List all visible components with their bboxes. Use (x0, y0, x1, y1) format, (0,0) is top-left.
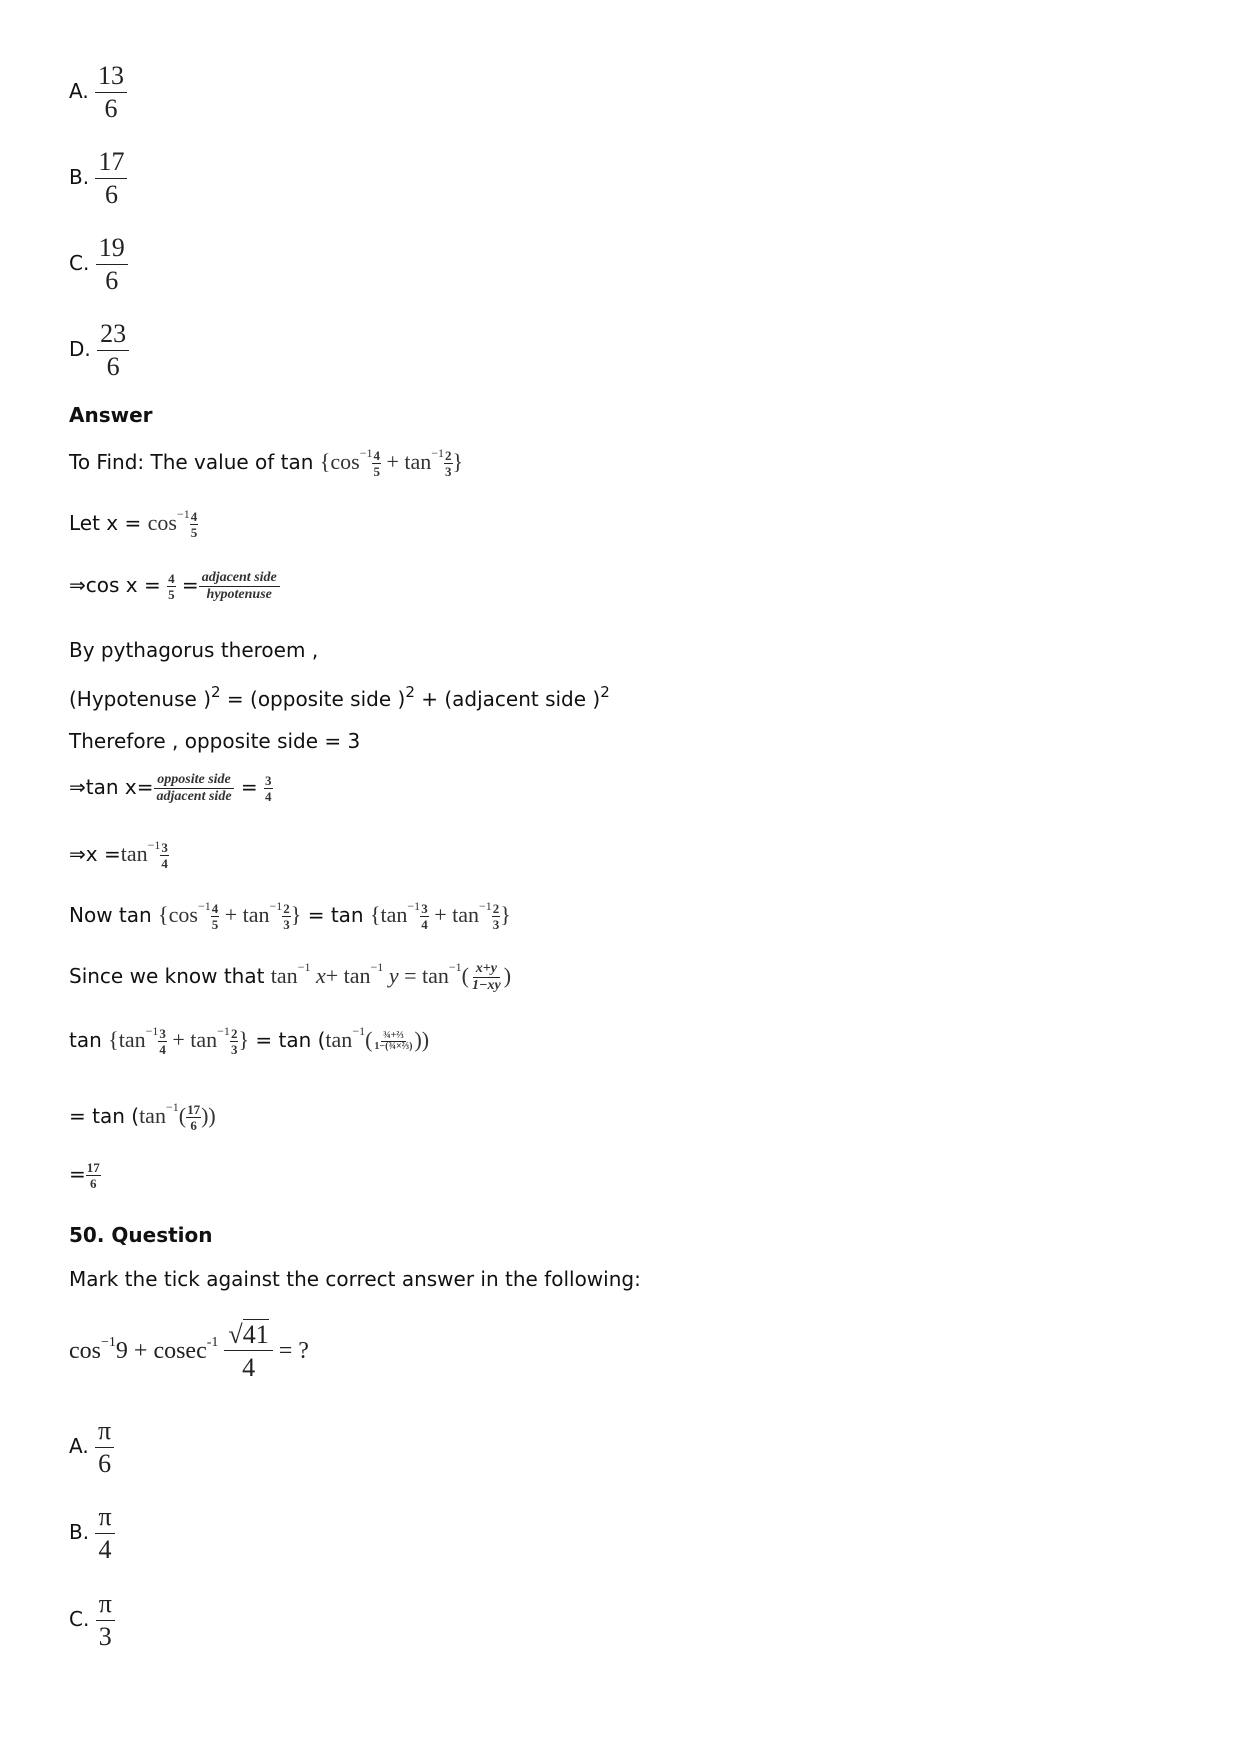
option-fraction: $\frac{23}{6}$ (97, 318, 129, 383)
tan-x-line: ⇒tan x= $\frac{\text{opposite side}}{\text{adjacent side}}$ = $\frac{3}{4}$ (69, 772, 272, 804)
tan-sum-line: $\tan \{\tan^{-1}$ $\frac{3}{4}$ + $\tan^{-1}$ $\frac{2}{3}$ } = $\tan (\tan^{-1}$( $\frac{\text{¾+⅔}}{\text{1−(¾×⅔)}}$ )) (69, 1024, 430, 1058)
option-fraction: $\frac{13}{6}$ (95, 60, 127, 125)
hypotenuse-equation: (Hypotenuse )$^2$ = (opposite side )$^2$ + (adjacent side )$^2$ (69, 683, 610, 711)
now-tan-line: Now $\tan \{\cos^{-1}$ $\frac{4}{5}$ + $\tan^{-1}$ $\frac{2}{3}$ } = $\tan \{\tan^{-1}$ $\frac{3}{4}$ + $\tan^{-1}$ $\frac{2}{3}$ } (69, 899, 511, 933)
option-c[interactable] (69, 232, 128, 297)
final-answer-line: = $\frac{17}{6}$ (69, 1160, 100, 1191)
option-letter: C. (69, 1607, 90, 1631)
option-letter: C. (69, 251, 90, 275)
answer-heading: Answer (69, 403, 153, 427)
option-a[interactable] (69, 1415, 114, 1480)
therefore-line: Therefore , opposite side = 3 (69, 729, 361, 753)
since-line: Since we know that $\tan^{-1} x+ \tan^{-1} y = \tan^{-1}$( $\frac{x+y}{1-xy}$ ) (69, 960, 512, 994)
option-letter: D. (69, 337, 91, 361)
question-heading: 50. Question (69, 1223, 213, 1247)
let-x-line: Let $x = \cos^{-1}$ $\frac{4}{5}$ (69, 507, 198, 541)
cos-x-line: ⇒cos x = $\frac{4}{5}$ = $\frac{\text{adjacent side}}{\text{hypotenuse}}$ (69, 570, 280, 603)
x-equals-line: ⇒x $=\tan^{-1}$ $\frac{3}{4}$ (69, 838, 168, 872)
option-fraction: $\frac{\pi}{6}$ (95, 1415, 114, 1480)
result-line: = $\tan (\tan^{-1}$( $\frac{17}{6}$ )) (69, 1100, 216, 1134)
option-letter: A. (69, 79, 89, 103)
option-fraction: $\frac{\pi}{3}$ (96, 1588, 115, 1653)
option-fraction: $\frac{\pi}{4}$ (95, 1501, 114, 1566)
option-b[interactable] (69, 1501, 115, 1566)
pythagorus-line: By pythagorus theroem , (69, 638, 319, 662)
option-letter: B. (69, 165, 90, 189)
option-fraction: $\frac{17}{6}$ (95, 146, 127, 211)
question-expression: $\cos^{-1}9 + cosec^{-1}$ $\frac{√41}{4}$ = ? (69, 1320, 309, 1382)
option-fraction: $\frac{19}{6}$ (96, 232, 128, 297)
to-find-line: To Find: The value of $\tan \{\cos^{-1}$ $\frac{4}{5}$ + $\tan^{-1}$ $\frac{2}{3}$ } (69, 446, 464, 480)
option-c[interactable] (69, 1588, 115, 1653)
option-d[interactable] (69, 318, 129, 383)
option-a[interactable] (69, 60, 127, 125)
option-b[interactable] (69, 146, 127, 211)
question-instruction: Mark the tick against the correct answer in the following: (69, 1267, 641, 1291)
option-letter: A. (69, 1434, 89, 1458)
option-letter: B. (69, 1520, 90, 1544)
